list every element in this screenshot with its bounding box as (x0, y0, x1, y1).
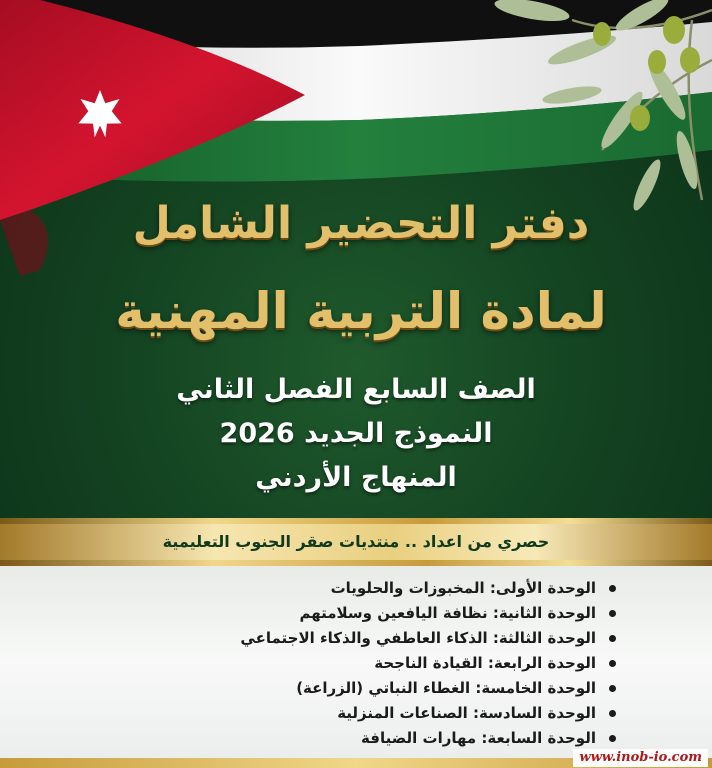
bullet-icon (609, 635, 616, 642)
bullet-icon (609, 735, 616, 742)
list-item (240, 726, 620, 751)
list-item (240, 676, 620, 701)
bullet-icon (609, 585, 616, 592)
list-item (240, 576, 620, 601)
olive-branch-icon (452, 0, 712, 220)
edition-text: النموذج الجديد 2026 (219, 418, 493, 449)
bullet-icon (609, 610, 616, 617)
title-line-1: دفتر التحضير الشامل (132, 198, 590, 249)
unit-label: الوحدة السابعة: مهارات الضيافة (361, 729, 596, 747)
unit-label: الوحدة الرابعة: القيادة الناجحة (374, 654, 596, 672)
credit-banner: حصري من اعداد .. منتديات صقر الجنوب التعليمية (0, 524, 712, 560)
unit-label: الوحدة السادسة: الصناعات المنزلية (337, 704, 596, 722)
list-item (240, 601, 620, 626)
list-item (240, 651, 620, 676)
units-panel (0, 566, 712, 758)
unit-label: الوحدة الثانية: نظافة اليافعين وسلامتهم (299, 604, 596, 622)
list-item (240, 626, 620, 651)
unit-label: الوحدة الأولى: المخبوزات والحلويات (330, 579, 596, 597)
list-item (240, 701, 620, 726)
unit-label: الوحدة الخامسة: الغطاء النباتي (الزراعة) (296, 679, 596, 697)
watermark-link[interactable]: www.inob-io.com (573, 749, 708, 767)
title-line-2: لمادة التربية المهنية (115, 282, 607, 340)
curriculum-text: المنهاج الأردني (255, 462, 457, 493)
grade-text: الصف السابع الفصل الثاني (176, 374, 536, 405)
bullet-icon (609, 660, 616, 667)
bullet-icon (609, 685, 616, 692)
bullet-icon (609, 710, 616, 717)
units-list (240, 576, 620, 751)
unit-label: الوحدة الثالثة: الذكاء العاطفي والذكاء الاجتماعي (240, 629, 596, 647)
